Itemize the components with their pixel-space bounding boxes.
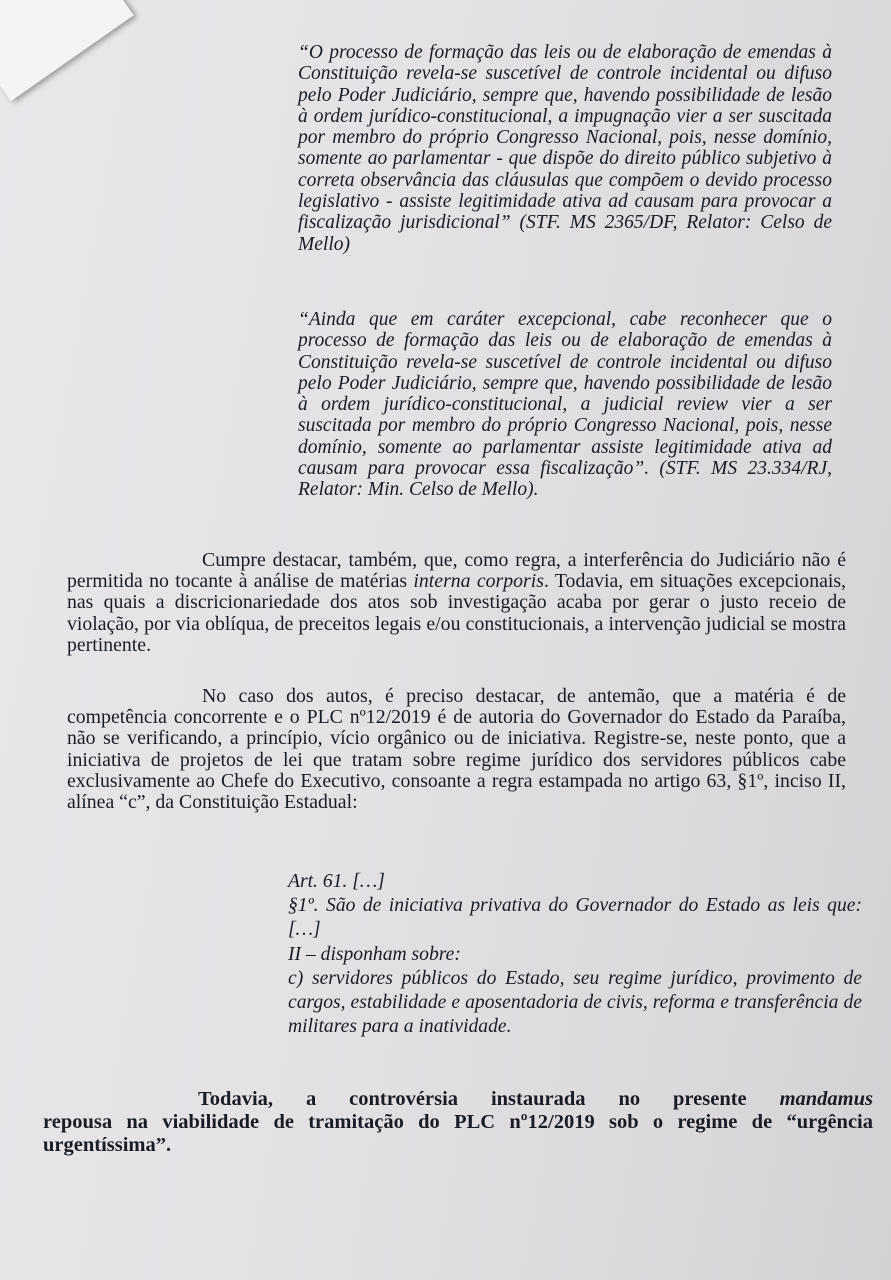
final-text-b: repousa na viabilidade de tramitação do PLC nº12/2019 sob o regime de “urgência urgentíssima”. xyxy=(43,1111,873,1156)
mandamus-term: mandamus xyxy=(779,1088,873,1110)
article-line-art61: Art. 61. […] xyxy=(288,871,385,892)
paragraph-1-text-b: . Todavia, em situações excepcionais, nas quais a discricionariedade dos atos sob investigação acaba por gerar o justo receio de violação, por via oblíqua, de preceitos legais e/ou constitucionais, a intervenção judicial se mostra pertinente. xyxy=(67,570,847,656)
paragraph-interna-corporis xyxy=(67,550,846,656)
final-text-a: Todavia, a controvérsia instaurada no presente xyxy=(198,1088,780,1110)
article-line-paragraph1: §1º. São de iniciativa privativa do Governador do Estado as leis que: […] xyxy=(288,895,862,941)
paragraph-controversia xyxy=(43,1088,873,1157)
quote-1-text: “O processo de formação das leis ou de elaboração de emendas à Constituição revela-se suscetível de controle incidental ou difuso pelo Poder Judiciário, sempre que, havendo possibilidade de lesão à ordem jurídico-constitucional, a impugnação vier a ser suscitada por membro do próprio Congresso Nacional, pois, nesse domínio, somente ao parlamentar - que dispõe do direito público subjetivo à correta observância das cláusulas que compõem o devido processo legislativo - assiste legitimidade ativa ad causam para provocar a fiscalização jurisdicional” (STF. MS 2365/DF, Relator: Celso de Mello) xyxy=(298,42,832,255)
article-line-inciso2: II – disponham sobre: xyxy=(288,943,461,965)
interna-corporis-term: interna corporis xyxy=(413,570,544,593)
article-line-alinea-c: c) servidores públicos do Estado, seu regime jurídico, provimento de cargos, estabilidade e aposentadoria de civis, reforma e transferência de militares para a inatividade. xyxy=(288,967,862,1038)
paragraph-caso-dos-autos xyxy=(67,686,846,813)
article-citation xyxy=(288,870,862,1039)
paragraph-2-text: No caso dos autos, é preciso destacar, de antemão, que a matéria é de competência concorrente e o PLC nº12/2019 é de autoria do Governador do Estado da Paraíba, não se verificando, a princípio, vício orgânico ou de iniciativa. Registre-se, neste ponto, que a iniciativa de projetos de lei que tratam sobre regime jurídico dos servidores públicos cabe exclusivamente ao Chefe do Executivo, consoante a regra estampada no artigo 63, §1º, inciso II, alínea “c”, da Constituição Estadual: xyxy=(67,685,846,814)
quote-2-text: “Ainda que em caráter excepcional, cabe reconhecer que o processo de formação das leis ou de elaboração de emendas à Constituição revela-se suscetível de controle incidental ou difuso pelo Poder Judiciário, sempre que, havendo possibilidade de lesão à ordem jurídico-constitucional, a judicial review vier a ser suscitada por membro do próprio Congresso Nacional, pois, nesse domínio, somente ao parlamentar assiste legitimidade ativa ad causam para provocar essa fiscalização”. (STF. MS 23.334/RJ, Relator: Min. Celso de Mello). xyxy=(298,309,832,501)
paragraph-1-text-a: Cumpre destacar, também, que, como regra, a interferência do Judiciário não é permitida no tocante à análise de matérias xyxy=(67,549,846,593)
folded-corner xyxy=(0,0,134,101)
final-line-1 xyxy=(43,1088,873,1111)
quote-stf-ms-23334 xyxy=(298,309,832,501)
quote-stf-ms-2365 xyxy=(298,42,832,255)
